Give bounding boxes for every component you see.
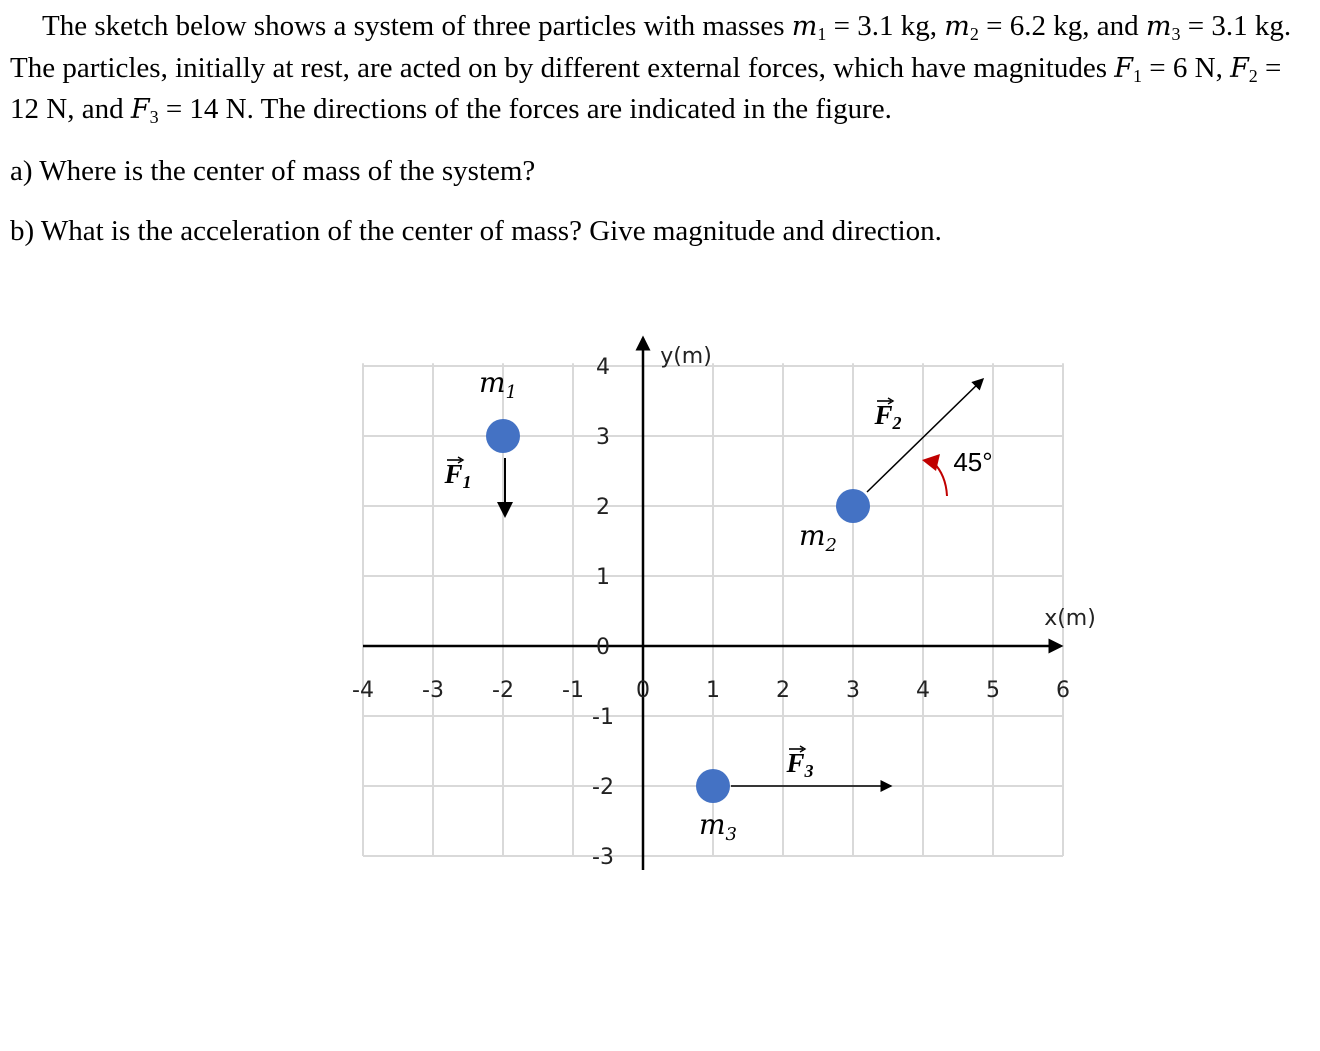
question-a: a) Where is the center of mass of the system? (10, 154, 536, 187)
x-tick-label: -4 (352, 678, 374, 703)
y-tick-label: -3 (592, 845, 614, 870)
y-tick-label: 2 (596, 495, 610, 520)
particle-m1 (486, 419, 520, 453)
particle-m2 (836, 489, 870, 523)
force-label-text: F3 (786, 748, 814, 781)
force-label-f3 (785, 746, 813, 781)
x-axis-label: x(m) (1044, 606, 1096, 631)
x-tick-label: 2 (776, 678, 790, 703)
labels (443, 344, 1095, 845)
x-tick-label: 6 (1056, 678, 1070, 703)
particle-label-m3: $m_3$ (698, 808, 738, 845)
x-tick-label: 1 (706, 678, 720, 703)
force-label-f2 (873, 398, 901, 433)
x-tick-label: 3 (846, 678, 860, 703)
y-tick-label: -2 (592, 775, 614, 800)
y-tick-label: 0 (596, 635, 610, 660)
x-tick-label: -2 (492, 678, 514, 703)
y-tick-label: 1 (596, 565, 610, 590)
angle-label: 45° (953, 447, 993, 477)
y-tick-label: 4 (596, 355, 610, 380)
problem-paragraph: The sketch below shows a system of three particles with masses $m_1 = 3.1$ kg, $m_2 = 6.2$ kg, and $m_3 = 3.1$ kg. The particles, initially at rest, are acted on by different external forces, which have magnitudes $F_1 = 6$ N, $F_2 = 12$ N, and $F_3 = 14$ N. The directions of the forces are indicated in the figure. (10, 10, 1292, 127)
x-tick-label: 0 (636, 678, 650, 703)
x-tick-label: -1 (562, 678, 584, 703)
x-tick-label: 5 (986, 678, 1000, 703)
y-tick-label: 3 (596, 425, 610, 450)
particles (486, 419, 870, 803)
y-tick-label: -1 (592, 705, 614, 730)
force-arrows (505, 379, 983, 786)
particle-label-m1: $m_1$ (478, 366, 518, 403)
force-label-text: F1 (444, 459, 472, 492)
force-label-f1 (443, 457, 471, 492)
particle-m3 (696, 769, 730, 803)
force-label-text: F2 (874, 400, 902, 433)
x-tick-label: 4 (916, 678, 930, 703)
question-b: b) What is the acceleration of the center of mass? Give magnitude and direction. (10, 215, 942, 247)
particle-label-m2: $m_2$ (798, 519, 838, 556)
x-tick-label: -3 (422, 678, 444, 703)
y-axis-label: y(m) (660, 344, 712, 370)
